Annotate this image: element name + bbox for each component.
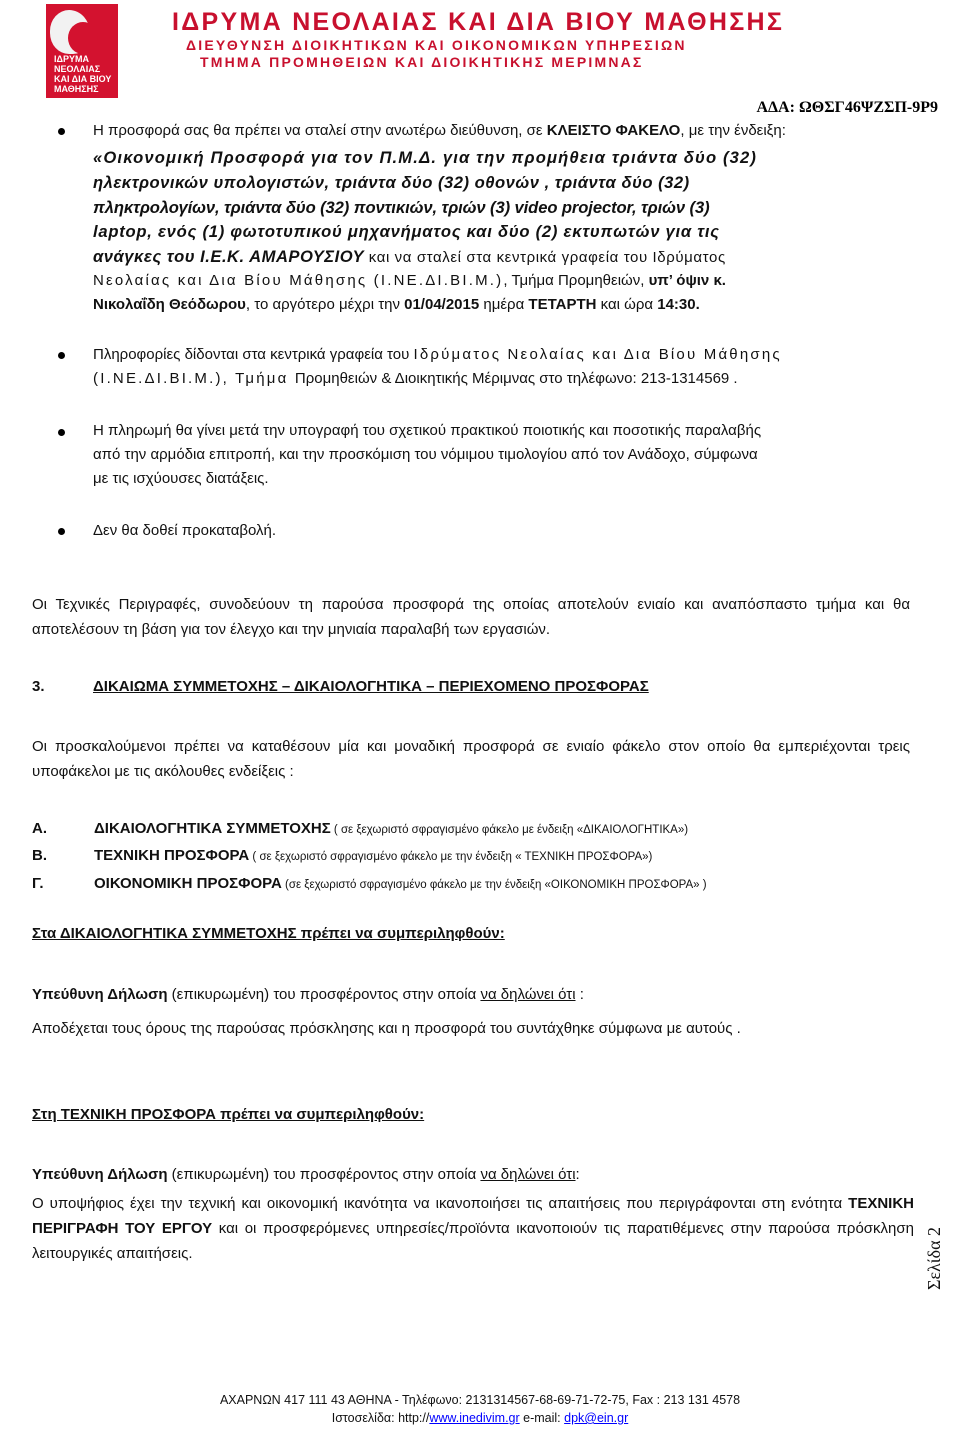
bullet1-line5: laptop, ενός (1) φωτοτυπικού μηχανήματος και δύο (2) εκτυπωτών για τις: [93, 222, 720, 241]
solemn-declaration-line: Υπεύθυνη Δήλωση (επικυρωμένη) του προσφέροντος στην οποία να δηλώνει ότι :: [32, 986, 584, 1003]
technical-offer-heading: Στη ΤΕΧΝΙΚΗ ΠΡΟΣΦΟΡΑ πρέπει να συμπεριληφθούν:: [32, 1106, 425, 1123]
participation-docs-heading: Στα ΔΙΚΑΙΟΛΟΓΗΤΙΚΑ ΣΥΜΜΕΤΟΧΗΣ πρέπει να συμπεριληφθούν:: [32, 925, 505, 942]
envelope-item-c: Γ. ΟΙΚΟΝΟΜΙΚΗ ΠΡΟΣΦΟΡΑ (σε ξεχωριστό σφραγισμένο φάκελο με την ένδειξη «ΟΙΚΟΝΟΜΙΚΗ ΠΡΟΣΦΟΡΑ» ): [32, 875, 707, 892]
bullet1-line7: Νεολαίας και Δια Βίου Μάθησης (Ι.ΝΕ.ΔΙ.ΒΙ.Μ.), Τμήμα Προμηθειών, υπ’ όψιν κ.: [93, 272, 726, 289]
footer-address: ΑΧΑΡΝΩΝ 417 111 43 ΑΘΗΝΑ - Τηλέφωνο: 2131314567-68-69-71-72-75, Fax : 213 131 4578: [219, 1393, 741, 1407]
bullet1-line6: ανάγκες του Ι.Ε.Κ. ΑΜΑΡΟΥΣΙΟΥ και να σταλεί στα κεντρικά γραφεία του Ιδρύματος: [93, 247, 726, 266]
org-department: ΤΜΗΜΑ ΠΡΟΜΗΘΕΙΩΝ ΚΑΙ ΔΙΟΙΚΗΤΙΚΗΣ ΜΕΡΙΜΝΑΣ: [200, 54, 644, 70]
bullet1-line3: ηλεκτρονικών υπολογιστών, τριάντα δύο (32) οθονών , τριάντα δύο (32): [93, 173, 690, 192]
bullet-dot: [58, 352, 65, 359]
bullet-dot: [58, 528, 65, 535]
logo-text: ΙΔΡΥΜΑ ΝΕΟΛΑΙΑΣ ΚΑΙ ΔΙΑ ΒΙΟΥ ΜΑΘΗΣΗΣ: [54, 54, 112, 94]
logo: [46, 4, 118, 98]
org-title: ΙΔΡΥΜΑ ΝΕΟΛΑΙΑΣ ΚΑΙ ΔΙΑ ΒΙΟΥ ΜΑΘΗΣΗΣ: [172, 8, 785, 36]
bullet-dot: [58, 128, 65, 135]
website-link[interactable]: www.inedivim.gr: [429, 1411, 520, 1425]
bullet2-line2: (Ι.ΝΕ.ΔΙ.ΒΙ.Μ.), Τμήμα Προμηθειών & Διοικητικής Μέριμνας στο τηλέφωνο: 213-1314569 .: [93, 370, 738, 387]
bullet1-line8: Νικολαΐδη Θεόδωρου, το αργότερο μέχρι την 01/04/2015 ημέρα ΤΕΤΑΡΤΗ και ώρα 14:30.: [93, 296, 700, 313]
solemn-declaration-line-2: Υπεύθυνη Δήλωση (επικυρωμένη) του προσφέροντος στην οποία να δηλώνει ότι:: [32, 1166, 580, 1183]
bullet-dot: [58, 429, 65, 436]
logo-face-cutout: [68, 22, 98, 54]
bullet2-line1: Πληροφορίες δίδονται στα κεντρικά γραφεία του Ιδρύματος Νεολαίας και Δια Βίου Μάθησης: [93, 346, 782, 363]
page-number-label: Σελίδα 2: [924, 1226, 944, 1290]
bullet3-line2: από την αρμόδια επιτροπή, και την προσκόμιση του νόμιμου τιμολογίου από τον Ανάδοχο, σύμφωνα: [93, 446, 758, 463]
bullet3-line3: με τις ισχύουσες διατάξεις.: [93, 470, 269, 487]
bullet1-line1: Η προσφορά σας θα πρέπει να σταλεί στην ανωτέρω διεύθυνση, σε ΚΛΕΙΣΤΟ ΦΑΚΕΛΟ, με την ένδειξη:: [93, 122, 786, 139]
bullet1-line4: πληκτρολογίων, τριάντα δύο (32) ποντικιών, τριών (3) video projector, τριών (3): [93, 198, 710, 217]
capability-paragraph: Ο υποψήφιος έχει την τεχνική και οικονομική ικανότητα να ικανοποιήσει τις απαιτήσεις που περιγράφονται στη ενότητα ΤΕΧΝΙΚΗ ΠΕΡΙΓΡΑΦΗ ΤΟΥ ΕΡΓΟΥ και οι προσφερόμενες υπηρεσίες/προϊόντα ικανοποιούν τις παρατιθέμενες στην παρούσα πρόσκληση λειτουργικές απαιτήσεις.: [32, 1195, 914, 1262]
ada-code: ΑΔΑ: ΩΘΣΓ46ΨΖΣΠ-9Ρ9: [756, 99, 938, 116]
org-directorate: ΔΙΕΥΘΥΝΣΗ ΔΙΟΙΚΗΤΙΚΩΝ ΚΑΙ ΟΙΚΟΝΟΜΙΚΩΝ ΥΠΗΡΕΣΙΩΝ: [186, 37, 687, 53]
acceptance-text: Αποδέχεται τους όρους της παρούσας πρόσκλησης και η προσφορά του συντάχθηκε σύμφωνα με αυτούς .: [32, 1020, 741, 1037]
footer-contacts: Ιστοσελίδα: http://www.inedivim.gr e-mail: dpk@ein.gr: [331, 1411, 629, 1425]
bullet4-line1: Δεν θα δοθεί προκαταβολή.: [93, 522, 277, 539]
envelope-item-a: Α. ΔΙΚΑΙΟΛΟΓΗΤΙΚΑ ΣΥΜΜΕΤΟΧΗΣ ( σε ξεχωριστό σφραγισμένο φάκελο με ένδειξη «ΔΙΚΑΙΟΛΟΓΗΤΙΚΑ»): [32, 820, 689, 837]
email-link[interactable]: dpk@ein.gr: [564, 1411, 629, 1425]
section-number: 3.: [32, 678, 45, 695]
section-title: ΔΙΚΑΙΩΜΑ ΣΥΜΜΕΤΟΧΗΣ – ΔΙΚΑΙΟΛΟΓΗΤΙΚΑ – ΠΕΡΙΕΧΟΜΕΝΟ ΠΡΟΣΦΟΡΑΣ: [93, 678, 649, 695]
envelope-item-b: Β. ΤΕΧΝΙΚΗ ΠΡΟΣΦΟΡΑ ( σε ξεχωριστό σφραγισμένο φάκελο με την ένδειξη « ΤΕΧΝΙΚΗ ΠΡΟΣΦΟΡΑ»): [32, 847, 653, 864]
bullet3-line1: Η πληρωμή θα γίνει μετά την υπογραφή του σχετικού πρακτικού ποιοτικής και ποσοτικής παραλαβής: [93, 422, 762, 439]
offer-envelope-paragraph: Οι προσκαλούμενοι πρέπει να καταθέσουν μία και μοναδική προσφορά σε ενιαίο φάκελο στον οποίο θα εμπεριέχονται τρεις υποφάκελοι με τις ακόλουθες ενδείξεις :: [32, 738, 910, 780]
technical-descriptions-paragraph: Οι Τεχνικές Περιγραφές, συνοδεύουν τη παρούσα προσφορά της οποίας αποτελούν ενιαίο και αναπόσπαστο τμήμα και θα αποτελέσουν τη βάση για τον έλεγχο και την μηνιαία παραλαβή των εργασιών.: [32, 596, 910, 638]
bullet1-line2: «Οικονομική Προσφορά για τον Π.Μ.Δ. για την προμήθεια τριάντα δύο (32): [93, 148, 758, 167]
